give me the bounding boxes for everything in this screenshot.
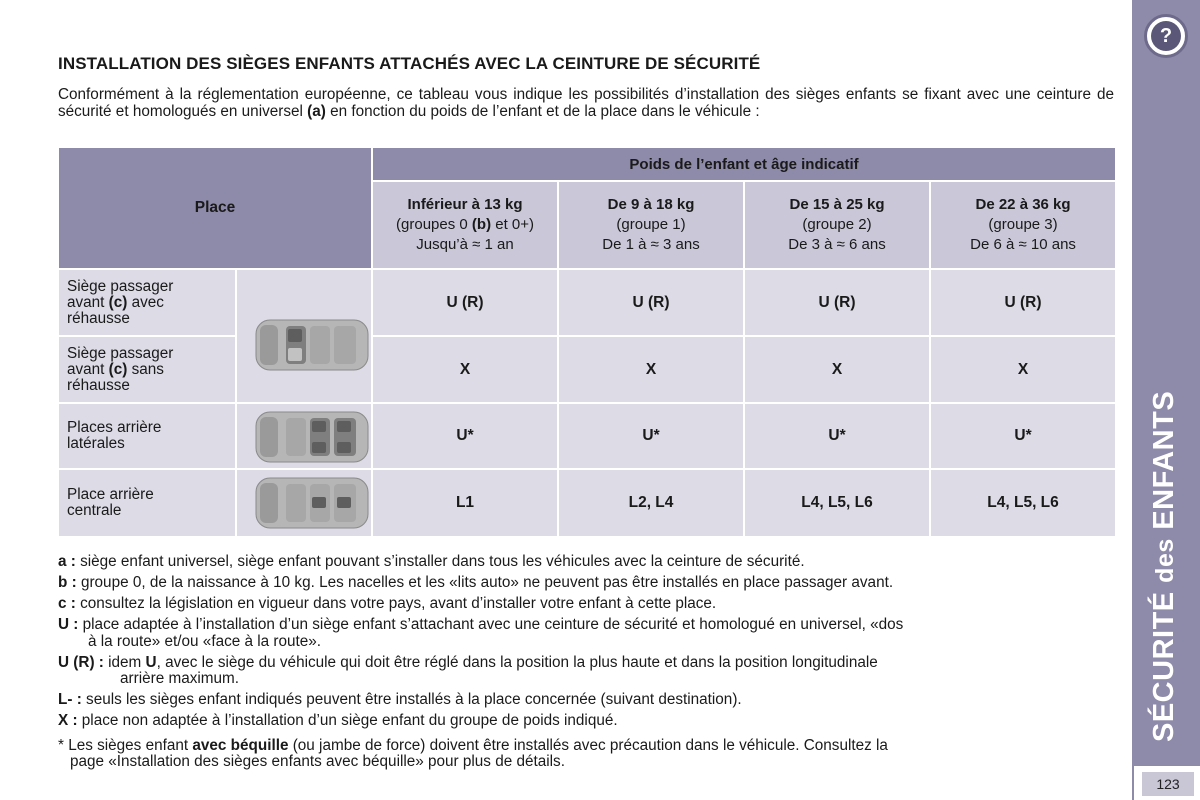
column-weight: De 22 à 36 kg — [975, 196, 1071, 213]
intro-text-1: Conformément à la réglementation européenne, ce tableau vous indique les possibilités d’installation des sièges enfants se fixant avec une ceinture de sécurité et homologués en universel — [58, 86, 1114, 120]
column-header — [558, 181, 744, 269]
column-weight: De 15 à 25 kg — [789, 196, 885, 213]
row-label: Siège passager avant (c) avec réhausse — [58, 269, 236, 336]
note-ur: U (R) : idem U, avec le siège du véhicule qui doit être réglé dans la position la plus haute et dans la position longitudinale arrière maximum. — [58, 653, 878, 687]
column-weight: Inférieur à 13 kg — [407, 196, 523, 213]
column-header — [372, 181, 558, 269]
column-weight: De 9 à 18 kg — [607, 196, 695, 213]
page-title: INSTALLATION DES SIÈGES ENFANTS ATTACHÉS AVEC LA CEINTURE DE SÉCURITÉ — [58, 54, 761, 73]
table-cell: U (R) — [558, 269, 744, 336]
legend-notes — [58, 554, 1116, 775]
note-c: c : consultez la législation en vigueur dans votre pays, avant d’installer votre enfant à cette place. — [58, 595, 717, 612]
table-cell: X — [558, 336, 744, 403]
table-row — [58, 403, 1116, 469]
table-row — [58, 469, 1116, 537]
table-cell: U (R) — [372, 269, 558, 336]
intro-ref-a: (a) — [307, 103, 326, 120]
intro-paragraph — [58, 86, 1114, 120]
section-vertical-title: SÉCURITÉ des ENFANTS — [1148, 390, 1180, 742]
table-cell: U* — [372, 403, 558, 469]
note-b: b : groupe 0, de la naissance à 10 kg. Les nacelles et les «lits auto» ne peuvent pas être installés en place passager avant. — [58, 574, 894, 591]
footnote: * Les sièges enfant avec béquille (ou jambe de force) doivent être installés avec précaution dans le véhicule. Consultez la page «Installation des sièges enfants avec béquille» pour plus de détails. — [58, 736, 888, 770]
section-badge-icon: ? — [1144, 14, 1188, 58]
table-cell: U* — [558, 403, 744, 469]
intro-text-2: en fonction du poids de l’enfant et de la place dans le véhicule : — [325, 103, 760, 120]
column-group: (groupe 3) — [988, 216, 1058, 233]
table-cell: L4, L5, L6 — [744, 469, 930, 537]
column-group: (groupe 1) — [616, 216, 686, 233]
table-cell: U* — [930, 403, 1116, 469]
table-cell: L2, L4 — [558, 469, 744, 537]
row-label: Places arrière latérales — [58, 403, 236, 469]
column-age: De 6 à ≈ 10 ans — [970, 236, 1076, 253]
column-header — [930, 181, 1116, 269]
note-u: U : place adaptée à l’installation d’un siège enfant s’attachant avec une ceinture de sécurité et homologué en universel, «dos à la route» et/ou «face à la route». — [58, 616, 904, 650]
note-a: a : siège enfant universel, siège enfant pouvant s’installer dans tous les véhicules avec la ceinture de sécurité. — [58, 553, 805, 570]
column-age: De 3 à ≈ 6 ans — [788, 236, 886, 253]
column-group: (groupes 0 (b) et 0+) — [396, 216, 535, 233]
page-number: 123 — [1142, 772, 1194, 796]
table-cell: X — [744, 336, 930, 403]
weight-group-header: Poids de l’enfant et âge indicatif — [372, 147, 1116, 181]
rear-side-seats-car-icon — [236, 403, 372, 469]
table-cell: U (R) — [930, 269, 1116, 336]
table-row — [58, 336, 1116, 403]
table-cell: X — [930, 336, 1116, 403]
table-cell: U* — [744, 403, 930, 469]
column-age: Jusqu’à ≈ 1 an — [416, 236, 514, 253]
table-cell: L1 — [372, 469, 558, 537]
front-seat-car-icon — [236, 269, 372, 403]
row-label: Place arrière centrale — [58, 469, 236, 537]
place-header: Place — [58, 147, 372, 269]
column-group: (groupe 2) — [802, 216, 872, 233]
row-label: Siège passager avant (c) sans réhausse — [58, 336, 236, 403]
table-row — [58, 269, 1116, 336]
note-l: L- : seuls les sièges enfant indiqués peuvent être installés à la place concernée (suivant destination). — [58, 691, 742, 708]
table-cell: X — [372, 336, 558, 403]
column-age: De 1 à ≈ 3 ans — [602, 236, 700, 253]
note-x: X : place non adaptée à l’installation d’un siège enfant du groupe de poids indiqué. — [58, 712, 618, 729]
table-cell: U (R) — [744, 269, 930, 336]
column-header — [744, 181, 930, 269]
rear-center-seat-car-icon — [236, 469, 372, 537]
child-seat-table — [57, 146, 1117, 538]
table-cell: L4, L5, L6 — [930, 469, 1116, 537]
